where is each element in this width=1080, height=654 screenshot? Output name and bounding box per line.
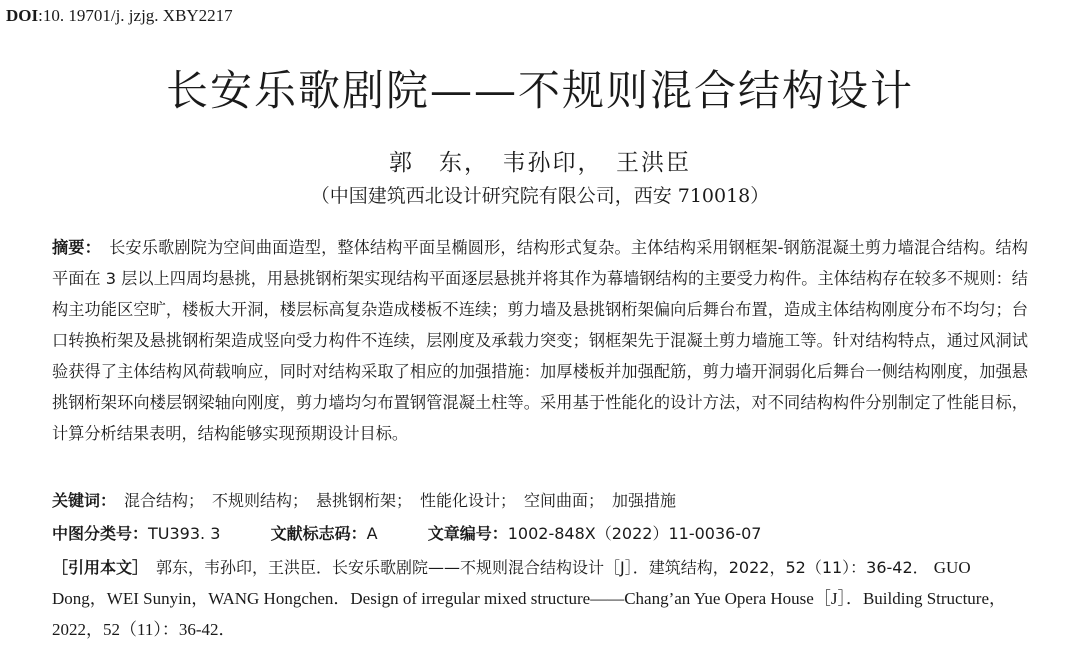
keywords-block bbox=[52, 488, 676, 511]
doc-code-value: A bbox=[366, 524, 378, 543]
clc-value: TU393. 3 bbox=[148, 524, 221, 543]
affiliation: （中国建筑西北设计研究院有限公司，西安 710018） bbox=[310, 185, 770, 207]
classification-row bbox=[52, 521, 761, 544]
keywords-text: 混合结构； 不规则结构； 悬挑钢桁架； 性能化设计； 空间曲面； 加强措施 bbox=[108, 491, 677, 510]
author-list: 郭 东， 韦孙印， 王洪臣 bbox=[389, 150, 691, 176]
citation-en: GUO Dong，WEI Sunyin，WANG Hongchen．Design of irregular mixed structure——Chang’an Yue Opera House［J］．Building Structure，2022，52（11）：36-42． bbox=[52, 558, 1007, 639]
citation-label: ［引用本文］ bbox=[52, 558, 141, 577]
doc-code-label: 文献标志码： bbox=[270, 524, 367, 543]
keywords-label: 关键词： bbox=[52, 491, 109, 510]
abstract-label: 摘要： bbox=[52, 238, 93, 257]
citation-zh: 郭东，韦孙印，王洪臣．长安乐歌剧院——不规则混合结构设计［J］．建筑结构，2022，52（11）：36-42． bbox=[140, 558, 929, 577]
clc-label: 中图分类号： bbox=[52, 524, 149, 543]
paper-title: 长安乐歌剧院——不规则混合结构设计 bbox=[165, 66, 914, 115]
abstract-block bbox=[52, 232, 1028, 449]
citation-block bbox=[52, 552, 1028, 645]
abstract-text: 长安乐歌剧院为空间曲面造型，整体结构平面呈椭圆形，结构形式复杂。主体结构采用钢框架-钢筋混凝土剪力墙混合结构。结构平面在 3 层以上四周均悬挑，用悬挑钢桁架实现结构平面逐层悬挑并将其作为幕墙钢结构的主要受力构件。主体结构存在较多不规则：结构主功能区空旷，楼板大开洞，楼层标高复杂造成楼板不连续；剪力墙及悬挑钢桁架偏向后舞台布置，造成主体结构刚度分布不均匀；台口转换桁架及悬挑钢桁架造成竖向受力构件不连续，层刚度及承载力突变；钢框架先于混凝土剪力墙施工等。针对结构特点，通过风洞试验获得了主体结构风荷载响应，同时对结构采取了相应的加强措施：加厚楼板并加强配筋，剪力墙开洞弱化后舞台一侧结构刚度，加强悬挑钢桁架环向楼层钢梁轴向刚度，剪力墙均匀布置钢管混凝土柱等。采用基于性能化的设计方法，对不同结构构件分别制定了性能目标，计算分析结果表明，结构能够实现预期设计目标。 bbox=[52, 238, 1028, 443]
doi-value: :10. 19701/j. jzjg. XBY2217 bbox=[38, 6, 233, 25]
doi-line bbox=[6, 6, 233, 26]
doi-label: DOI bbox=[6, 6, 39, 25]
article-number-label: 文章编号： bbox=[427, 524, 508, 543]
article-number-value: 1002-848X（2022）11-0036-07 bbox=[507, 524, 762, 543]
